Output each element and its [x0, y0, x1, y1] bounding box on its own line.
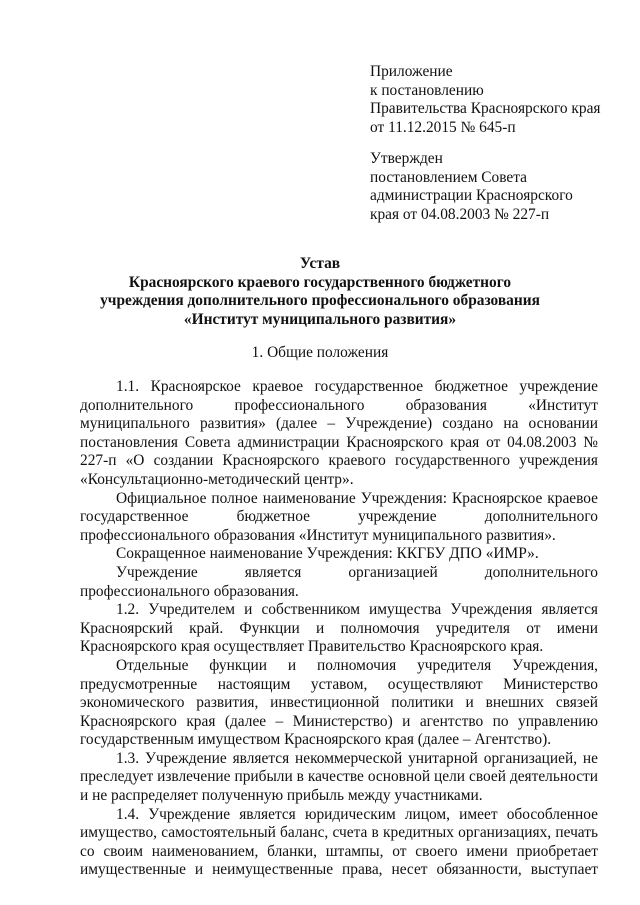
- paragraph: 1.2. Учредителем и собственником имущества Учреждения является Красноярский край. Функции и полномочия учредителя от имени Красноярского края осуществляет Правительство Красноярского края.: [80, 601, 598, 656]
- body-text: [80, 378, 598, 880]
- paragraph: Официальное полное наименование Учреждения: Красноярское краевое государственное бюджетное учреждение дополнительного профессионального образования «Институт муниципального развития».: [80, 489, 598, 544]
- paragraph: Отдельные функции и полномочия учредителя Учреждения, предусмотренные настоящим уставом, осуществляют Министерство экономического развития, инвестиционной политики и внешних связей Красноярского края (далее – Министерство) и агентство по управлению государственным имуществом Красноярского края (далее – Агентство).: [80, 656, 598, 749]
- approval-line: Утвержден: [370, 150, 443, 167]
- appendix-reference: [370, 63, 620, 137]
- approval-line: постановлением Совета: [370, 168, 528, 186]
- paragraph: 1.1. Красноярское краевое государственное бюджетное учреждение дополнительного профессионального образования «Институт муниципального развития» (далее – Учреждение) создано на основании постановления Совета администрации Красноярского края от 04.08.2003 № 227-п «О создании Красноярского краевого государственного учреждения «Консультационно-методический центр».: [80, 378, 598, 488]
- title-line: «Институт муниципального развития»: [183, 310, 457, 328]
- appendix-line: Правительства Красноярского края: [370, 100, 601, 117]
- document-title: [0, 255, 640, 329]
- paragraph: 1.3. Учреждение является некоммерческой унитарной организацией, не преследует извлечение прибыли в качестве основной цели своей деятельности и не распределяет полученную прибыль между участниками.: [80, 749, 598, 805]
- section-heading: 1. Общие положения: [251, 344, 389, 361]
- approval-reference: [370, 150, 620, 224]
- appendix-line: Приложение: [370, 63, 453, 80]
- approval-line: края от 04.08.2003 № 227-п: [370, 205, 550, 223]
- paragraph: 1.4. Учреждение является юридическим лицом, имеет обособленное имущество, самостоятельный баланс, счета в кредитных организациях, печать со своим наименованием, бланки, штампы, от своего имени приобретает имущественные и неимущественные права, несет обязанности, выступает: [80, 805, 598, 879]
- paragraph: Сокращенное наименование Учреждения: ККГБУ ДПО «ИМР».: [116, 545, 539, 563]
- paragraph: Учреждение является организацией дополнительного профессионального образования.: [80, 563, 598, 600]
- appendix-line: от 11.12.2015 № 645-п: [370, 118, 516, 136]
- title-line: Красноярского краевого государственного бюджетного: [128, 273, 512, 291]
- approval-line: администрации Красноярского: [370, 187, 573, 204]
- title-line: учреждения дополнительного профессионального образования: [100, 292, 540, 310]
- title-line: Устав: [299, 255, 341, 272]
- appendix-line: к постановлению: [370, 81, 484, 99]
